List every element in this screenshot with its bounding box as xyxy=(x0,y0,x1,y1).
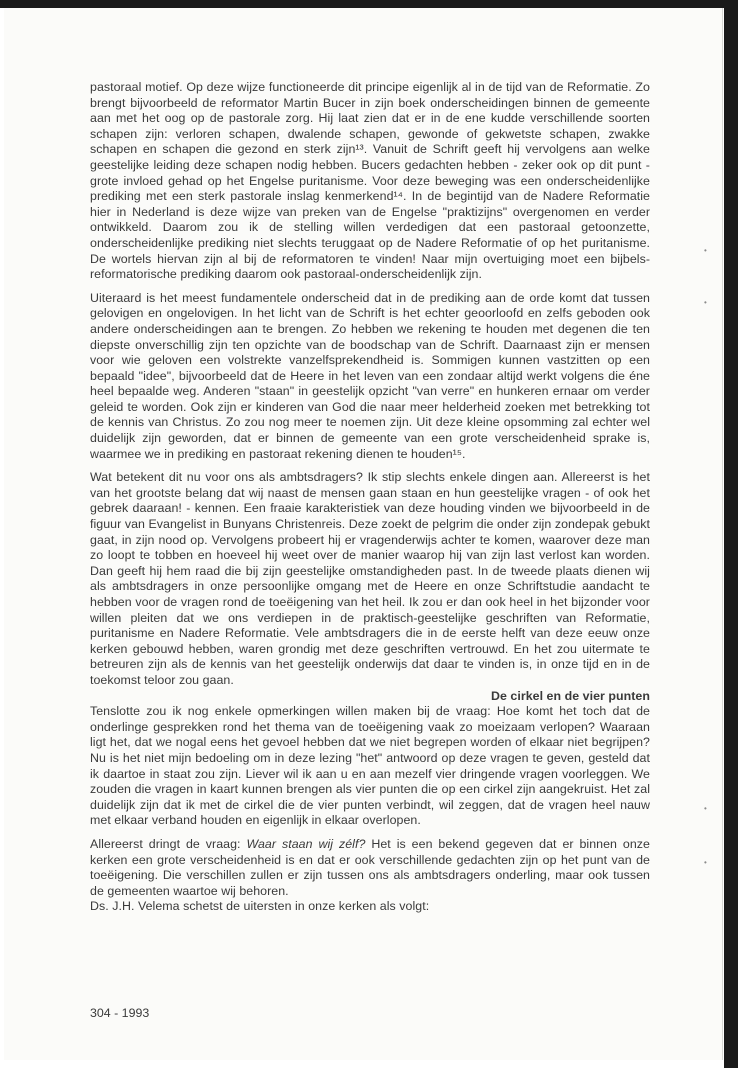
scan-border-right xyxy=(724,0,738,1068)
margin-mark: • xyxy=(704,246,707,255)
paragraph xyxy=(90,837,650,899)
emphasized-question: Waar staan wij zélf? xyxy=(246,836,366,851)
scan-border-top xyxy=(0,0,738,8)
paragraph: Tenslotte zou ik nog enkele opmerkingen willen maken bij de vraag: Hoe komt het toch dat de onderlinge gesprekken rond het thema van de toeëigening vaak zo moeizaam verlopen? Waaraan ligt het, dat we nogal eens het gevoel hebben dat we niet begrepen worden of elkaar niet begrijpen? Nu is het niet mijn bedoeling om in deze lezing "het" antwoord op deze vragen te geven, gesteld dat ik daartoe in staat zou zijn. Liever wil ik aan u en aan mezelf vier dringende vragen voorleggen. We zouden die vragen in kaart kunnen brengen als vier punten die op een cirkel zijn aangekruist. Het zal duidelijk zijn dat ik met de cirkel die de vier punten verbindt, wil zeggen, dat de vragen heel nauw met elkaar verband houden en eigenlijk in elkaar overlopen. xyxy=(90,704,650,828)
body-text xyxy=(90,80,650,915)
margin-mark: • xyxy=(704,804,707,813)
paragraph: pastoraal motief. Op deze wijze functioneerde dit principe eigenlijk al in de tijd van de Reformatie. Zo brengt bijvoorbeeld de reformator Martin Bucer in zijn boek onderscheidingen binnen de gemeente aan met het oog op de pastorale zorg. Hij laat zien dat er in de ene kudde verschillende soorten schapen zijn: verloren schapen, dwalende schapen, gewonde of gekwetste schapen, zwakke schapen en schapen die gezond en sterk zijn¹³. Vanuit de Schrift geeft hij vervolgens aan welke geestelijke leiding deze schapen nodig hebben. Bucers gedachten hebben - zeker ook op dit punt - grote invloed gehad op het Engelse puritanisme. Voor deze beweging was een onderscheidenlijke prediking met een sterk pastorale inslag kenmerkend¹⁴. In de begintijd van de Nadere Reformatie hier in Nederland is deze wijze van preken van de Engelse "praktizijns" overgenomen en verder ontwikkeld. Daarom zou ik de stelling willen verdedigen dat een pastoraal getoonzette, onderscheidenlijke prediking niet slechts teruggaat op de Nadere Reformatie of op het puritanisme. De wortels hiervan zijn al bij de reformatoren te vinden! Naar mijn overtuiging moet een bijbels-reformatorische prediking daarom ook pastoraal-onderscheidenlijk zijn. xyxy=(90,80,650,282)
paragraph: Uiteraard is het meest fundamentele onderscheid dat in de prediking aan de orde komt dat tussen gelovigen en ongelovigen. In het licht van de Schrift is het echter geoorloofd en zelfs geboden ook andere onderscheidingen aan te brengen. Zo hebben we rekening te houden met degenen die ten diepste onverschillig zijn ten opzichte van de boodschap van de Schrift. Daarnaast zijn er mensen voor wie geloven een volstrekte vanzelfsprekendheid is. Sommigen kunnen vastzitten op een bepaald "idee", bijvoorbeeld dat de Heere in het leven van een zondaar altijd werkt volgens die éne heel bepaalde weg. Anderen "staan" in geestelijk opzicht "van verre" en hunkeren ernaar om verder geleid te worden. Ook zijn er kinderen van God die naar meer helderheid zoeken met betrekking tot de kennis van Christus. Zo zou nog meer te noemen zijn. Uit deze kleine opsomming zal echter wel duidelijk zijn geworden, dat er binnen de gemeente van een grote verscheidenheid sprake is, waarmee we in prediking en pastoraat rekening dienen te houden¹⁵. xyxy=(90,290,650,461)
paragraph-text: Het is een bekend gegeven dat er binnen onze kerken een grote verscheidenheid is en dat er ook verschillende gedachten zijn op het punt van de toeëigening. Die verschillen zullen er zijn tussen ons als ambtsdragers onderling, maar ook tussen de gemeenten waartoe wij behoren. xyxy=(90,836,650,898)
paragraph: Wat betekent dit nu voor ons als ambtsdragers? Ik stip slechts enkele dingen aan. Allereerst is het van het grootste belang dat wij naast de mensen gaan staan en hun geestelijke vragen - of ook het gebrek daaraan! - kennen. Een fraaie karakteristiek van deze houding vinden we bijvoorbeeld in de figuur van Evangelist in Bunyans Christenreis. Deze zoekt de pelgrim die onder zijn zondepak gebukt gaat, in zijn nood op. Vervolgens probeert hij er vragenderwijs achter te komen, waarover deze man zo loopt te tobben en hoeveel hij weet over de manier waarop hij van zijn last verlost kan worden. Dan geeft hij hem raad die bij zijn geestelijke omstandigheden past. In de tweede plaats dienen wij als ambtsdragers in onze persoonlijke omgang met de Heere en onze Schriftstudie aandacht te hebben voor de vragen rond de toeëigening van het heil. Ik zou er dan ook heel in het bijzonder voor willen pleiten dat we ons verdiepen in de praktisch-geestelijke geschriften van Reformatie, puritanisme en Nadere Reformatie. Vele ambtsdragers die in de eerste helft van deze eeuw onze kerken gebouwd hebben, waren grondig met deze geschriften vertrouwd. En het zou uitermate te betreuren zijn als de kennis van het geestelijk onderwijs dat daar te vinden is, in onze tijd en in de toekomst teloor zou gaan. xyxy=(90,470,650,687)
section-heading: De cirkel en de vier punten xyxy=(490,688,650,703)
page-footer: 304 - 1993 xyxy=(90,1006,150,1020)
paragraph-text: Allereerst dringt de vraag: xyxy=(90,836,247,851)
paragraph: Ds. J.H. Velema schetst de uitersten in onze kerken als volgt: xyxy=(90,899,430,914)
margin-mark: • xyxy=(704,858,707,867)
margin-mark: • xyxy=(704,298,707,307)
